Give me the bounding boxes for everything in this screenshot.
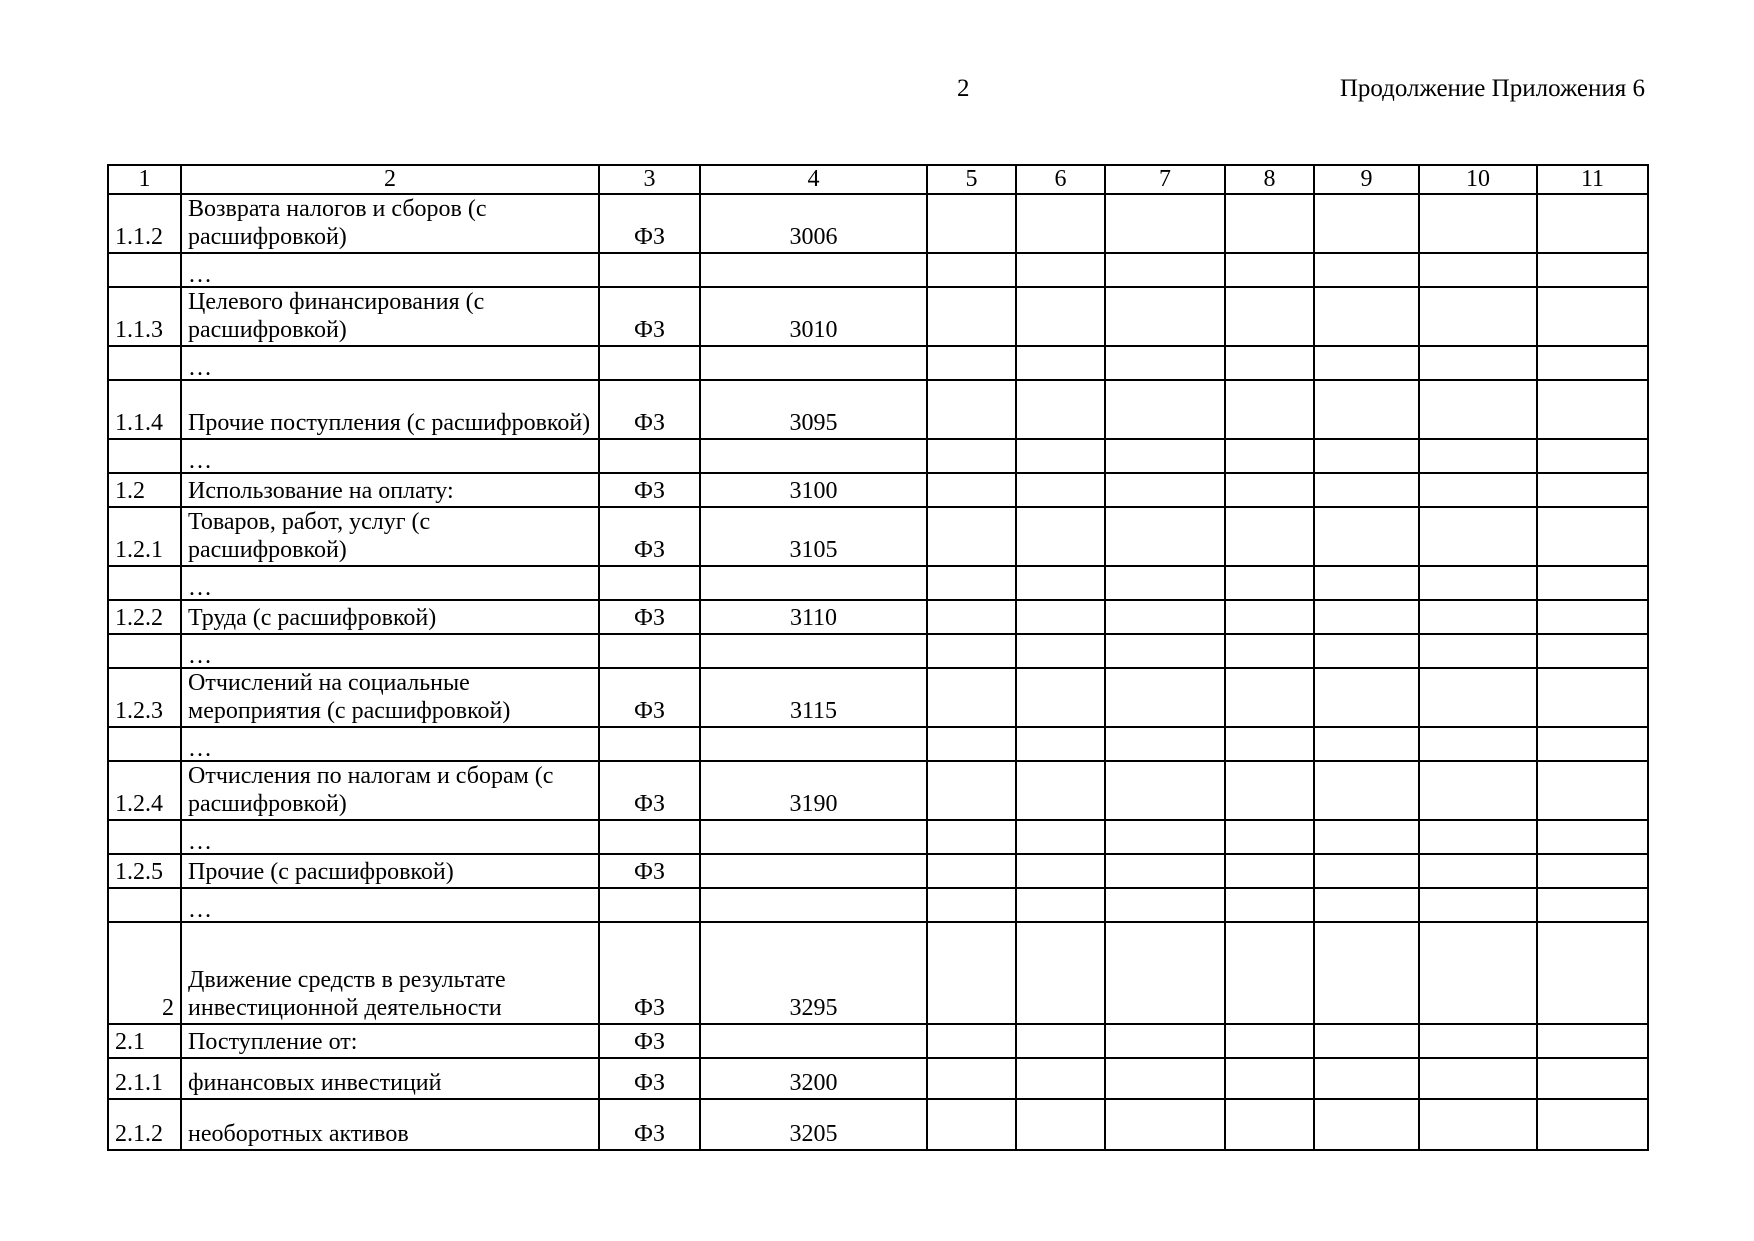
value-cell (1105, 507, 1225, 566)
row-line-code: 3110 (700, 600, 927, 634)
column-number: 5 (927, 165, 1016, 194)
column-number: 9 (1314, 165, 1419, 194)
row-code (108, 634, 181, 668)
value-cell (1419, 566, 1537, 600)
row-line-code (700, 1024, 927, 1058)
row-form: ФЗ (599, 854, 700, 888)
value-cell (1016, 253, 1105, 287)
column-number: 6 (1016, 165, 1105, 194)
row-form: ФЗ (599, 668, 700, 727)
value-cell (1225, 380, 1314, 439)
value-cell (1105, 888, 1225, 922)
row-line-code: 3095 (700, 380, 927, 439)
value-cell (1537, 854, 1648, 888)
row-form: ФЗ (599, 473, 700, 507)
value-cell (1537, 1024, 1648, 1058)
value-cell (1419, 346, 1537, 380)
row-code (108, 820, 181, 854)
table-row (108, 600, 1648, 634)
value-cell (1314, 194, 1419, 253)
value-cell (1314, 854, 1419, 888)
value-cell (1105, 854, 1225, 888)
column-number: 3 (599, 165, 700, 194)
value-cell (1419, 634, 1537, 668)
row-name: … (181, 253, 599, 287)
column-number: 8 (1225, 165, 1314, 194)
row-line-code (700, 888, 927, 922)
column-number: 2 (181, 165, 599, 194)
row-form: ФЗ (599, 380, 700, 439)
row-form: ФЗ (599, 1058, 700, 1099)
value-cell (1314, 439, 1419, 473)
value-cell (927, 761, 1016, 820)
row-code (108, 253, 181, 287)
value-cell (1016, 820, 1105, 854)
value-cell (1225, 1099, 1314, 1150)
value-cell (927, 566, 1016, 600)
row-line-code: 3205 (700, 1099, 927, 1150)
row-line-code (700, 566, 927, 600)
value-cell (927, 888, 1016, 922)
row-code (108, 727, 181, 761)
column-number: 1 (108, 165, 181, 194)
column-number-row (108, 165, 1648, 194)
value-cell (1105, 194, 1225, 253)
row-form (599, 566, 700, 600)
value-cell (1537, 634, 1648, 668)
value-cell (1225, 566, 1314, 600)
row-name: Возврата налогов и сборов (с расшифровкой) (181, 194, 599, 253)
cash-flow-table (107, 164, 1649, 1151)
value-cell (1314, 888, 1419, 922)
row-code: 1.1.2 (108, 194, 181, 253)
value-cell (1016, 1099, 1105, 1150)
row-line-code: 3295 (700, 922, 927, 1024)
value-cell (1105, 253, 1225, 287)
value-cell (1314, 253, 1419, 287)
value-cell (1225, 473, 1314, 507)
value-cell (1314, 1099, 1419, 1150)
table-row (108, 194, 1648, 253)
value-cell (1016, 854, 1105, 888)
value-cell (927, 380, 1016, 439)
table-row (108, 888, 1648, 922)
value-cell (927, 439, 1016, 473)
value-cell (1419, 287, 1537, 346)
value-cell (1016, 507, 1105, 566)
row-form: ФЗ (599, 194, 700, 253)
value-cell (927, 922, 1016, 1024)
value-cell (1419, 820, 1537, 854)
row-name: Прочие поступления (с расшифровкой) (181, 380, 599, 439)
row-line-code (700, 439, 927, 473)
value-cell (1419, 253, 1537, 287)
row-form (599, 253, 700, 287)
table-row (108, 566, 1648, 600)
value-cell (927, 668, 1016, 727)
value-cell (1314, 507, 1419, 566)
value-cell (1419, 194, 1537, 253)
value-cell (1419, 922, 1537, 1024)
value-cell (927, 820, 1016, 854)
value-cell (927, 600, 1016, 634)
value-cell (1537, 566, 1648, 600)
value-cell (1419, 668, 1537, 727)
value-cell (1537, 761, 1648, 820)
table-row (108, 1024, 1648, 1058)
value-cell (1537, 473, 1648, 507)
row-form (599, 888, 700, 922)
row-code: 1.2.3 (108, 668, 181, 727)
table-row (108, 473, 1648, 507)
value-cell (1314, 820, 1419, 854)
table-row (108, 253, 1648, 287)
value-cell (1537, 888, 1648, 922)
row-line-code: 3105 (700, 507, 927, 566)
value-cell (927, 1058, 1016, 1099)
value-cell (1419, 1058, 1537, 1099)
value-cell (1105, 1099, 1225, 1150)
value-cell (1314, 634, 1419, 668)
row-code: 2.1.1 (108, 1058, 181, 1099)
table-row (108, 287, 1648, 346)
value-cell (1314, 1024, 1419, 1058)
value-cell (1105, 668, 1225, 727)
value-cell (1105, 727, 1225, 761)
column-number: 7 (1105, 165, 1225, 194)
row-form: ФЗ (599, 1099, 700, 1150)
row-code (108, 439, 181, 473)
value-cell (1537, 507, 1648, 566)
value-cell (1314, 287, 1419, 346)
table-row (108, 1058, 1648, 1099)
value-cell (1105, 473, 1225, 507)
value-cell (1016, 566, 1105, 600)
value-cell (1016, 888, 1105, 922)
value-cell (1537, 287, 1648, 346)
row-line-code (700, 854, 927, 888)
page-number: 2 (957, 75, 970, 102)
row-name: … (181, 634, 599, 668)
row-line-code (700, 820, 927, 854)
value-cell (1225, 727, 1314, 761)
value-cell (1225, 346, 1314, 380)
value-cell (1225, 507, 1314, 566)
value-cell (1016, 922, 1105, 1024)
row-line-code (700, 727, 927, 761)
appendix-label: Продолжение Приложения 6 (1339, 75, 1645, 102)
value-cell (927, 194, 1016, 253)
value-cell (1537, 346, 1648, 380)
value-cell (1314, 727, 1419, 761)
row-name: Прочие (с расшифровкой) (181, 854, 599, 888)
row-name: … (181, 439, 599, 473)
value-cell (1314, 346, 1419, 380)
value-cell (1537, 194, 1648, 253)
row-name: Отчисления по налогам и сборам (с расшифровкой) (181, 761, 599, 820)
value-cell (1314, 922, 1419, 1024)
row-form: ФЗ (599, 507, 700, 566)
table-row (108, 820, 1648, 854)
value-cell (1419, 473, 1537, 507)
row-form: ФЗ (599, 600, 700, 634)
value-cell (1105, 600, 1225, 634)
value-cell (927, 854, 1016, 888)
row-line-code (700, 634, 927, 668)
value-cell (1537, 439, 1648, 473)
row-code: 1.2 (108, 473, 181, 507)
value-cell (1225, 1024, 1314, 1058)
value-cell (1105, 346, 1225, 380)
value-cell (1314, 380, 1419, 439)
row-form (599, 346, 700, 380)
value-cell (1016, 634, 1105, 668)
value-cell (1225, 761, 1314, 820)
value-cell (1225, 888, 1314, 922)
row-code: 1.2.4 (108, 761, 181, 820)
value-cell (1537, 1058, 1648, 1099)
row-code: 2 (108, 922, 181, 1024)
value-cell (1419, 507, 1537, 566)
value-cell (1016, 380, 1105, 439)
column-number: 10 (1419, 165, 1537, 194)
row-name: … (181, 820, 599, 854)
row-code (108, 888, 181, 922)
value-cell (1016, 600, 1105, 634)
value-cell (1016, 439, 1105, 473)
row-name: финансовых инвестиций (181, 1058, 599, 1099)
row-code: 2.1 (108, 1024, 181, 1058)
row-name: … (181, 566, 599, 600)
value-cell (1105, 1058, 1225, 1099)
row-line-code: 3190 (700, 761, 927, 820)
row-code: 1.1.4 (108, 380, 181, 439)
value-cell (1419, 854, 1537, 888)
value-cell (927, 634, 1016, 668)
row-name: … (181, 888, 599, 922)
value-cell (1419, 727, 1537, 761)
table-row (108, 439, 1648, 473)
table-row (108, 727, 1648, 761)
row-line-code: 3100 (700, 473, 927, 507)
value-cell (1225, 820, 1314, 854)
value-cell (1016, 194, 1105, 253)
value-cell (1225, 287, 1314, 346)
row-name: Движение средств в результате инвестиционной деятельности (181, 922, 599, 1024)
row-name: Поступление от: (181, 1024, 599, 1058)
row-code: 1.2.1 (108, 507, 181, 566)
value-cell (1537, 668, 1648, 727)
row-code: 1.1.3 (108, 287, 181, 346)
value-cell (1016, 1024, 1105, 1058)
row-name: Использование на оплату: (181, 473, 599, 507)
row-name: … (181, 346, 599, 380)
value-cell (1225, 600, 1314, 634)
value-cell (1225, 634, 1314, 668)
row-form: ФЗ (599, 287, 700, 346)
value-cell (1225, 668, 1314, 727)
column-number: 4 (700, 165, 927, 194)
row-form (599, 727, 700, 761)
value-cell (1314, 566, 1419, 600)
value-cell (1016, 727, 1105, 761)
row-code: 2.1.2 (108, 1099, 181, 1150)
value-cell (1537, 253, 1648, 287)
value-cell (1016, 473, 1105, 507)
row-code (108, 566, 181, 600)
value-cell (1105, 820, 1225, 854)
table-row (108, 1099, 1648, 1150)
value-cell (1537, 1099, 1648, 1150)
value-cell (1419, 380, 1537, 439)
value-cell (1016, 287, 1105, 346)
row-form (599, 820, 700, 854)
value-cell (1537, 380, 1648, 439)
value-cell (1225, 854, 1314, 888)
row-line-code: 3115 (700, 668, 927, 727)
row-name: … (181, 727, 599, 761)
row-line-code (700, 253, 927, 287)
table-row (108, 507, 1648, 566)
value-cell (927, 346, 1016, 380)
value-cell (1105, 566, 1225, 600)
value-cell (1105, 439, 1225, 473)
row-name: Отчислений на социальные мероприятия (с расшифровкой) (181, 668, 599, 727)
value-cell (1105, 761, 1225, 820)
value-cell (1314, 600, 1419, 634)
value-cell (927, 1024, 1016, 1058)
value-cell (1225, 253, 1314, 287)
row-name: Товаров, работ, услуг (с расшифровкой) (181, 507, 599, 566)
value-cell (927, 473, 1016, 507)
value-cell (1419, 439, 1537, 473)
table-row (108, 346, 1648, 380)
value-cell (1419, 1024, 1537, 1058)
table-row (108, 380, 1648, 439)
value-cell (1419, 1099, 1537, 1150)
row-form (599, 439, 700, 473)
value-cell (1225, 922, 1314, 1024)
value-cell (1419, 888, 1537, 922)
value-cell (927, 253, 1016, 287)
value-cell (1105, 922, 1225, 1024)
table-row (108, 922, 1648, 1024)
value-cell (1419, 600, 1537, 634)
value-cell (1537, 600, 1648, 634)
value-cell (1105, 380, 1225, 439)
value-cell (1016, 668, 1105, 727)
row-name: Целевого финансирования (с расшифровкой) (181, 287, 599, 346)
row-code (108, 346, 181, 380)
row-name: необоротных активов (181, 1099, 599, 1150)
table-row (108, 668, 1648, 727)
row-form: ФЗ (599, 1024, 700, 1058)
value-cell (1016, 761, 1105, 820)
row-form: ФЗ (599, 922, 700, 1024)
value-cell (1419, 761, 1537, 820)
column-number: 11 (1537, 165, 1648, 194)
table-row (108, 854, 1648, 888)
value-cell (927, 287, 1016, 346)
value-cell (1105, 1024, 1225, 1058)
value-cell (1314, 1058, 1419, 1099)
row-line-code: 3010 (700, 287, 927, 346)
value-cell (1016, 346, 1105, 380)
value-cell (1314, 473, 1419, 507)
value-cell (1537, 922, 1648, 1024)
table-row (108, 761, 1648, 820)
value-cell (1105, 634, 1225, 668)
value-cell (1105, 287, 1225, 346)
row-code: 1.2.2 (108, 600, 181, 634)
row-line-code: 3006 (700, 194, 927, 253)
row-form (599, 634, 700, 668)
value-cell (927, 1099, 1016, 1150)
value-cell (1225, 439, 1314, 473)
value-cell (927, 507, 1016, 566)
value-cell (1314, 761, 1419, 820)
value-cell (1225, 1058, 1314, 1099)
row-form: ФЗ (599, 761, 700, 820)
value-cell (1016, 1058, 1105, 1099)
row-line-code (700, 346, 927, 380)
value-cell (927, 727, 1016, 761)
value-cell (1537, 820, 1648, 854)
value-cell (1537, 727, 1648, 761)
table-row (108, 634, 1648, 668)
row-line-code: 3200 (700, 1058, 927, 1099)
row-name: Труда (с расшифровкой) (181, 600, 599, 634)
value-cell (1314, 668, 1419, 727)
value-cell (1225, 194, 1314, 253)
row-code: 1.2.5 (108, 854, 181, 888)
